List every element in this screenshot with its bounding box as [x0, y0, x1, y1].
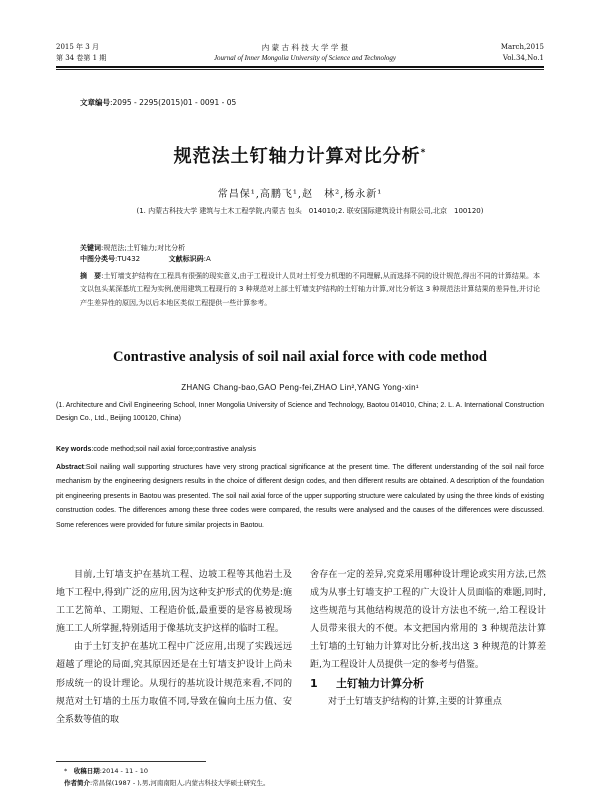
section-title: 土钉轴力计算分析 — [336, 676, 424, 690]
received-value: :2014 - 11 - 10 — [99, 767, 148, 775]
header-date-en: March,2015 — [500, 43, 544, 51]
abstract-cn — [80, 270, 540, 310]
header-date-cn: 2015 年 3 月 — [56, 43, 99, 51]
clc-value: :TU432 — [115, 255, 141, 263]
author-bio-label: 作者简介 — [64, 779, 90, 787]
abstract-en-label: Abstract — [56, 464, 84, 471]
header-journal-cn: 内 蒙 古 科 技 大 学 学 报 — [261, 43, 349, 52]
footnote-received — [64, 766, 148, 775]
footnote-rule — [56, 761, 206, 762]
article-number-value: :2095 - 2295(2015)01 - 0091 - 05 — [110, 98, 237, 107]
author-bio-value: :常昌保(1987 - ),男,河南南阳人,内蒙古科技大学硕士研究生。 — [90, 779, 270, 787]
keywords-cn-label: 关键词 — [80, 244, 101, 252]
article-number — [80, 97, 236, 108]
abstract-cn-label: 摘 要 — [80, 272, 102, 280]
abstract-cn-text: :土钉墙支护结构在工程具有很强的现实意义,由于工程设计人员对土钉受力机理的不同理解,从而选择不同的设计规范,得出不同的计算结果。本文以包头某深基坑工程为实例,使用建筑工程现行的 3 种规范对上部土钉墙支护结构的土钉轴力计算,对比分析这 3 种规范法计算结果的差异性,并讨论产生差异性的原因,为以后本地区类似工程提供一些计算参考。 — [80, 272, 540, 307]
body-column-left — [56, 566, 292, 729]
page-title-en: Contrastive analysis of soil nail axial force with code method — [113, 349, 487, 365]
footnote-author — [64, 778, 269, 787]
header-volume-cn: 第 34 卷第 1 期 — [56, 54, 107, 62]
body-paragraph: 目前,土钉墙支护在基坑工程、边坡工程等其他岩土及地下工程中,得到广泛的应用,因为这种支护形式的优势是:施工工艺简单、工期短、工程造价低,最重要的是容易被现场施工工人所掌握,特别适用于像基坑支护这样的临时工程。 — [56, 570, 292, 635]
article-number-label: 文章编号 — [80, 98, 110, 107]
classification-line — [80, 254, 540, 265]
keywords-cn-value: :规范法;土钉轴力;对比分析 — [101, 244, 186, 252]
abstract-en — [56, 461, 544, 533]
keywords-en-value: :code method;soil nail axial force;contrastive analysis — [91, 446, 256, 453]
header-left — [56, 42, 106, 64]
keywords-cn — [80, 243, 540, 254]
header-volume-en: Vol.34,No.1 — [502, 54, 544, 62]
title-cn-text: 规范法土钉轴力计算对比分析 — [173, 146, 421, 167]
authors-cn: 常昌保¹,高鹏飞¹,赵 林²,杨永新¹ — [217, 189, 383, 200]
affiliation-cn: (1. 内蒙古科技大学 建筑与土木工程学院,内蒙古 包头 014010;2. 联安国际建筑设计有限公司,北京 100120) — [136, 207, 484, 215]
body-paragraph: 由于土钉支护在基坑工程中广泛应用,出现了实践远远超越了理论的局面,究其原因还是在土钉墙支护设计上尚未形成统一的设计理论。从现行的基坑设计规范来看,不同的规范对土钉墙的土压力取值不同,导致在偏向土压力值、安全系数等值的取 — [56, 642, 292, 725]
section-number: 1 — [310, 676, 318, 690]
page-title-cn — [0, 142, 600, 168]
header-rule — [56, 66, 544, 68]
title-footnote-mark: * — [420, 148, 427, 158]
keywords-en — [56, 446, 256, 453]
clc-label: 中图分类号 — [80, 255, 115, 263]
body-column-right — [310, 566, 546, 711]
header-center — [170, 42, 440, 64]
header-journal-en: Journal of Inner Mongolia University of Science and Technology — [213, 54, 397, 62]
section-heading — [310, 675, 546, 693]
authors-en: ZHANG Chang-bao,GAO Peng-fei,ZHAO Lin²,YANG Yong-xin¹ — [181, 383, 419, 392]
keywords-en-label: Key words — [56, 446, 92, 453]
doc-code-value: :A — [203, 255, 211, 263]
received-label: 收稿日期 — [73, 767, 100, 775]
footnote-star-icon: * — [64, 767, 74, 775]
body-paragraph: 舍存在一定的差异,究竟采用哪种设计理论或实用方法,已然成为从事土钉墙支护工程的广大设计人员面临的难题,同时,这些规范与其他结构规范的设计方法也不统一,给工程设计人员带来很大的不便。本文把国内常用的 3 种规范法计算土钉墙的土钉轴力计算对比分析,找出这 3 种规范的计算差距,为工程设计人员提供一定的参考与借鉴。 — [310, 570, 546, 671]
keywords-block-cn — [80, 243, 540, 265]
header-rule-thin — [56, 69, 544, 70]
doc-code-label: 文献标识码 — [168, 255, 204, 263]
affiliation-en: (1. Architecture and Civil Engineering School, Inner Mongolia University of Science and Technology, Baotou 014010, China; 2. L. A. International Construction Design Co., Ltd., Beijing 100120, China) — [56, 402, 544, 422]
body-paragraph: 对于土钉墙支护结构的计算,主要的计算重点 — [328, 696, 502, 707]
abstract-en-text: :Soil nailing wall supporting structures have very strong practical significance at the present time. The different understanding of the soil nail force mechanism by the engineering designers results in the choice of different design codes, and then different results are obtained. A description of the foundation pit engineering presents in Baotou was presented. The soil nail axial force of the upper supporting structure were calculated by using the three kinds of existing construction codes. The differences among these three codes were compared, the results were analysed and the causes of the differences were discussed. Some references were provided for future similar projects in Baotou. — [56, 464, 544, 529]
header-right — [501, 42, 544, 64]
